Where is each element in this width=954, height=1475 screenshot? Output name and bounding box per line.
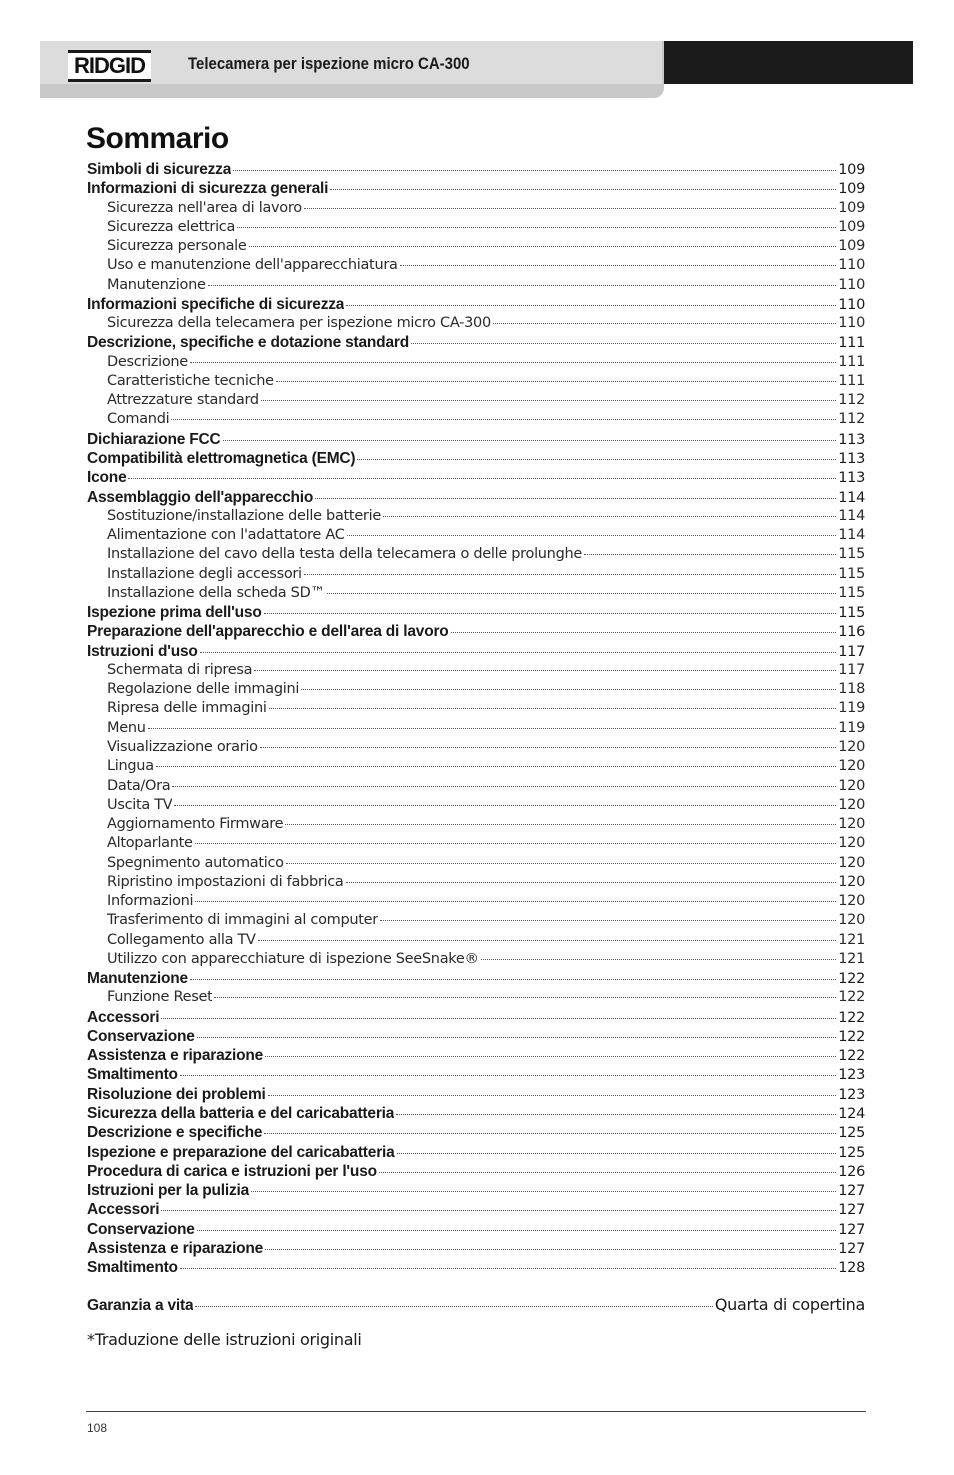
- toc-entry-label: Descrizione: [107, 353, 188, 370]
- toc-entry[interactable]: [87, 1220, 865, 1239]
- toc-entry[interactable]: [87, 719, 865, 738]
- toc-entry-page: 121: [838, 950, 865, 967]
- toc-entry[interactable]: [87, 1027, 865, 1046]
- toc-entry-label: Assistenza e riparazione: [87, 1239, 264, 1257]
- toc-entry[interactable]: [87, 584, 865, 603]
- toc-entry-label: Attrezzature standard: [107, 392, 259, 409]
- toc-entry-page: 119: [838, 700, 865, 717]
- toc-entry[interactable]: [87, 410, 865, 429]
- toc-entry-label: Comandi: [107, 411, 170, 428]
- toc-entry-label: Assemblaggio dell'apparecchio: [87, 488, 314, 506]
- toc-leader-dots: [481, 959, 837, 960]
- toc-leader-dots: [190, 362, 836, 363]
- toc-entry-page: 112: [838, 392, 865, 409]
- ridgid-logo: RIDGID: [68, 50, 151, 82]
- toc-leader-dots: [327, 593, 837, 594]
- page-number: 108: [87, 1421, 108, 1435]
- toc-entry-label: Accessori: [87, 1201, 160, 1219]
- toc-entry[interactable]: [87, 160, 865, 179]
- toc-leader-dots: [383, 516, 836, 517]
- toc-leader-dots: [214, 997, 836, 998]
- toc-entry-label: Aggiornamento Firmware: [107, 816, 284, 833]
- toc-entry-page: 114: [838, 527, 865, 544]
- toc-entry-page: 113: [838, 470, 865, 487]
- toc-entry[interactable]: [87, 854, 865, 873]
- toc-entry-page: 109: [838, 181, 865, 198]
- toc-heading: Sommario: [86, 122, 229, 155]
- toc-entry-label: Sicurezza personale: [107, 238, 247, 255]
- toc-entry-page: 110: [838, 296, 865, 313]
- toc-entry[interactable]: [87, 256, 865, 275]
- toc-entry-label: Assistenza e riparazione: [87, 1047, 264, 1065]
- toc-entry-label: Risoluzione dei problemi: [87, 1085, 266, 1103]
- toc-entry[interactable]: [87, 1200, 865, 1219]
- toc-entry-label: Garanzia a vita: [87, 1297, 194, 1314]
- toc-entry[interactable]: [87, 372, 865, 391]
- toc-entry-label: Installazione del cavo della testa della telecamera o delle prolunghe: [107, 546, 582, 563]
- toc-entry-label: Sicurezza elettrica: [107, 218, 236, 235]
- toc-leader-dots: [396, 1114, 836, 1115]
- toc-entry[interactable]: [87, 276, 865, 295]
- toc-entry-page: 120: [838, 854, 865, 871]
- toc-entry[interactable]: [87, 1046, 865, 1065]
- toc-leader-dots: [197, 1230, 837, 1231]
- toc-entry[interactable]: [87, 1239, 865, 1258]
- toc-entry[interactable]: [87, 1181, 865, 1200]
- toc-leader-dots: [397, 1153, 837, 1154]
- toc-entry-label: Sicurezza della telecamera per ispezione micro CA-300: [107, 315, 491, 332]
- toc-entry-label: Manutenzione: [87, 970, 188, 988]
- toc-entry-label: Ispezione prima dell'uso: [87, 604, 262, 622]
- toc-entry-label: Icone: [87, 469, 127, 487]
- toc-leader-dots: [148, 728, 837, 729]
- page-header: [0, 0, 954, 100]
- toc-entry-page: 120: [838, 738, 865, 755]
- toc-entry[interactable]: [87, 545, 865, 564]
- toc-entry-label: Descrizione e specifiche: [87, 1124, 263, 1142]
- toc-leader-dots: [400, 265, 837, 266]
- toc-entry-page: 127: [838, 1183, 865, 1200]
- toc-entry-label: Compatibilità elettromagnetica (EMC): [87, 449, 356, 467]
- toc-leader-dots: [379, 1172, 836, 1173]
- toc-entry-label: Ripresa delle immagini: [107, 700, 267, 717]
- toc-list: [87, 160, 865, 1277]
- toc-leader-dots: [197, 1037, 837, 1038]
- toc-leader-dots: [195, 1306, 712, 1307]
- toc-leader-dots: [261, 400, 836, 401]
- toc-entry-label: Utilizzo con apparecchiature di ispezione SeeSnake®: [107, 950, 479, 967]
- toc-entry-label: Smaltimento: [87, 1066, 178, 1084]
- toc-entry-page: 120: [838, 777, 865, 794]
- toc-entry-page: 123: [838, 1086, 865, 1103]
- toc-entry-label: Procedura di carica e istruzioni per l'uso: [87, 1162, 377, 1180]
- toc-leader-dots: [286, 863, 836, 864]
- toc-entry[interactable]: [87, 988, 865, 1007]
- toc-entry[interactable]: [87, 1123, 865, 1142]
- toc-entry-page: 122: [838, 1048, 865, 1065]
- toc-leader-dots: [233, 170, 836, 171]
- toc-entry[interactable]: [87, 931, 865, 950]
- toc-entry-label: Istruzioni per la pulizia: [87, 1182, 250, 1200]
- toc-leader-dots: [251, 1191, 836, 1192]
- toc-entry-label: Caratteristiche tecniche: [107, 372, 274, 389]
- toc-leader-dots: [347, 535, 837, 536]
- toc-entry-label: Istruzioni d'uso: [87, 642, 198, 660]
- toc-entry[interactable]: [87, 777, 865, 796]
- toc-entry[interactable]: [87, 488, 865, 507]
- toc-entry-label: Collegamento alla TV: [107, 931, 256, 948]
- toc-leader-dots: [451, 632, 837, 633]
- toc-entry-page: 110: [838, 276, 865, 293]
- toc-entry[interactable]: [87, 391, 865, 410]
- translation-footnote: *Traduzione delle istruzioni originali: [87, 1330, 362, 1349]
- toc-entry[interactable]: [87, 796, 865, 815]
- toc-entry[interactable]: [87, 218, 865, 237]
- toc-leader-dots: [195, 901, 836, 902]
- toc-leader-dots: [260, 747, 837, 748]
- toc-leader-dots: [200, 652, 837, 653]
- toc-entry-page: 127: [838, 1240, 865, 1257]
- toc-entry-page: 125: [838, 1125, 865, 1142]
- toc-entry-page: 114: [838, 489, 865, 506]
- toc-leader-dots: [174, 805, 836, 806]
- toc-entry-page: 112: [838, 411, 865, 428]
- toc-entry[interactable]: [87, 1258, 865, 1277]
- toc-entry-page: 115: [838, 546, 865, 563]
- toc-entry-page: 113: [838, 431, 865, 448]
- toc-entry-page: 115: [838, 565, 865, 582]
- toc-entry-label: Preparazione dell'apparecchio e dell'area di lavoro: [87, 623, 449, 641]
- toc-entry-label: Descrizione, specifiche e dotazione standard: [87, 334, 409, 352]
- toc-entry-page: 117: [838, 643, 865, 660]
- toc-leader-dots: [195, 843, 837, 844]
- toc-entry[interactable]: [87, 295, 865, 314]
- toc-entry-page: 120: [838, 758, 865, 775]
- toc-entry[interactable]: [87, 353, 865, 372]
- toc-entry-page: Quarta di copertina: [714, 1295, 865, 1314]
- toc-leader-dots: [265, 1056, 836, 1057]
- toc-leader-dots: [223, 440, 837, 441]
- toc-leader-dots: [346, 882, 837, 883]
- toc-leader-dots: [264, 1133, 836, 1134]
- toc-entry-label: Accessori: [87, 1008, 160, 1026]
- toc-entry-label: Ripristino impostazioni di fabbrica: [107, 873, 344, 890]
- toc-entry[interactable]: [87, 757, 865, 776]
- toc-entry[interactable]: [87, 179, 865, 198]
- toc-entry[interactable]: [87, 1065, 865, 1084]
- toc-entry-label: Manutenzione: [107, 276, 206, 293]
- toc-entry-label: Conservazione: [87, 1027, 195, 1045]
- toc-entry-page: 120: [838, 816, 865, 833]
- toc-entry-page: 120: [838, 835, 865, 852]
- toc-entry-page: 113: [838, 450, 865, 467]
- toc-entry-label: Installazione della scheda SD™: [107, 584, 325, 601]
- toc-entry[interactable]: [87, 642, 865, 661]
- toc-entry[interactable]: [87, 526, 865, 545]
- toc-leader-dots: [315, 498, 836, 499]
- toc-leader-dots: [268, 1095, 837, 1096]
- toc-entry[interactable]: [87, 622, 865, 641]
- toc-entry-page: 110: [838, 257, 865, 274]
- toc-entry-label: Sostituzione/installazione delle batterie: [107, 507, 381, 524]
- toc-entry-label: Lingua: [107, 758, 154, 775]
- toc-leader-dots: [208, 285, 837, 286]
- toc-entry[interactable]: [87, 834, 865, 853]
- toc-entry[interactable]: [87, 680, 865, 699]
- toc-entry-page: 126: [838, 1163, 865, 1180]
- toc-leader-dots: [171, 419, 836, 420]
- toc-entry-page: 111: [838, 372, 865, 389]
- toc-leader-dots: [265, 1249, 836, 1250]
- toc-entry-label: Informazioni di sicurezza generali: [87, 180, 329, 198]
- toc-entry-label: Uscita TV: [107, 796, 173, 813]
- toc-entry[interactable]: [87, 892, 865, 911]
- toc-entry-page: 116: [838, 624, 865, 641]
- footer-rule: [86, 1411, 866, 1412]
- toc-entry-page: 111: [838, 353, 865, 370]
- toc-entry-page: 120: [838, 893, 865, 910]
- toc-entry-page: 110: [838, 315, 865, 332]
- toc-entry-page: 109: [838, 218, 865, 235]
- toc-entry-label: Schermata di ripresa: [107, 661, 253, 678]
- toc-entry-page: 119: [838, 719, 865, 736]
- toc-leader-dots: [258, 940, 837, 941]
- toc-entry[interactable]: [87, 661, 865, 680]
- toc-entry-page: 109: [838, 238, 865, 255]
- toc-entry-page: 123: [838, 1067, 865, 1084]
- toc-entry-page: 128: [838, 1260, 865, 1277]
- toc-entry-label: Regolazione delle immagini: [107, 681, 300, 698]
- toc-entry[interactable]: [87, 1162, 865, 1181]
- toc-entry-page: 120: [838, 912, 865, 929]
- toc-leader-dots: [128, 478, 836, 479]
- toc-entry-label: Altoparlante: [107, 835, 193, 852]
- toc-leader-dots: [180, 1268, 836, 1269]
- toc-leader-dots: [254, 670, 836, 671]
- toc-leader-dots: [301, 689, 836, 690]
- toc-entry[interactable]: [87, 1085, 865, 1104]
- toc-entry-page: 114: [838, 507, 865, 524]
- toc-entry-page: 109: [838, 199, 865, 216]
- toc-entry-page: 122: [838, 1009, 865, 1026]
- toc-leader-dots: [269, 708, 837, 709]
- toc-leader-dots: [285, 824, 836, 825]
- toc-entry-page: 127: [838, 1221, 865, 1238]
- toc-leader-dots: [380, 920, 836, 921]
- toc-entry-label: Sicurezza della batteria e del caricabatteria: [87, 1105, 395, 1123]
- toc-leader-dots: [584, 554, 836, 555]
- toc-entry-page: 120: [838, 796, 865, 813]
- toc-leader-dots: [237, 227, 836, 228]
- toc-entry-label: Uso e manutenzione dell'apparecchiatura: [107, 257, 398, 274]
- toc-leader-dots: [161, 1018, 836, 1019]
- toc-entry[interactable]: [87, 314, 865, 333]
- toc-entry-label: Dichiarazione FCC: [87, 430, 221, 448]
- toc-leader-dots: [357, 459, 836, 460]
- toc-entry-page: 127: [838, 1202, 865, 1219]
- toc-entry-page: 115: [838, 584, 865, 601]
- toc-entry[interactable]: [87, 199, 865, 218]
- toc-leader-dots: [346, 305, 836, 306]
- toc-leader-dots: [276, 381, 836, 382]
- toc-entry-page: 111: [838, 335, 865, 352]
- toc-entry-label: Informazioni: [107, 893, 194, 910]
- toc-leader-dots: [304, 574, 836, 575]
- toc-entry-page: 115: [838, 605, 865, 622]
- toc-entry[interactable]: [87, 911, 865, 930]
- toc-entry-label: Visualizzazione orario: [107, 738, 258, 755]
- toc-entry-page: 125: [838, 1144, 865, 1161]
- toc-leader-dots: [330, 189, 836, 190]
- toc-entry-label: Simboli di sicurezza: [87, 161, 232, 178]
- toc-leader-dots: [190, 979, 836, 980]
- toc-entry[interactable]: [87, 603, 865, 622]
- toc-entry[interactable]: [87, 565, 865, 584]
- toc-entry-label: Spegnimento automatico: [107, 854, 284, 871]
- toc-leader-dots: [264, 613, 837, 614]
- toc-entry-page: 117: [838, 661, 865, 678]
- toc-entry-warranty[interactable]: [87, 1295, 865, 1314]
- toc-entry[interactable]: [87, 950, 865, 969]
- toc-entry-label: Alimentazione con l'adattatore AC: [107, 527, 345, 544]
- toc-leader-dots: [304, 208, 836, 209]
- toc-entry-label: Trasferimento di immagini al computer: [107, 912, 378, 929]
- toc-entry[interactable]: [87, 237, 865, 256]
- toc-entry-label: Installazione degli accessori: [107, 565, 302, 582]
- toc-entry[interactable]: [87, 1143, 865, 1162]
- toc-entry-page: 124: [838, 1106, 865, 1123]
- toc-entry-label: Menu: [107, 719, 146, 736]
- toc-leader-dots: [156, 766, 836, 767]
- toc-entry[interactable]: [87, 1104, 865, 1123]
- toc-entry-page: 122: [838, 989, 865, 1006]
- document-title: Telecamera per ispezione micro CA-300: [188, 54, 470, 73]
- toc-entry[interactable]: [87, 873, 865, 892]
- toc-entry-label: Ispezione e preparazione del caricabatteria: [87, 1143, 395, 1161]
- toc-leader-dots: [180, 1075, 836, 1076]
- toc-entry-label: Funzione Reset: [107, 989, 213, 1006]
- toc-entry[interactable]: [87, 507, 865, 526]
- toc-entry-label: Informazioni specifiche di sicurezza: [87, 295, 345, 313]
- toc-entry[interactable]: [87, 699, 865, 718]
- toc-leader-dots: [161, 1210, 836, 1211]
- toc-entry-page: 122: [838, 1028, 865, 1045]
- toc-entry-page: 122: [838, 971, 865, 988]
- toc-leader-dots: [249, 246, 837, 247]
- toc-entry[interactable]: [87, 449, 865, 468]
- toc-entry-page: 120: [838, 873, 865, 890]
- toc-entry-page: 121: [838, 931, 865, 948]
- toc-entry-label: Data/Ora: [107, 777, 171, 794]
- toc-entry[interactable]: [87, 468, 865, 487]
- toc-entry[interactable]: [87, 969, 865, 988]
- toc-leader-dots: [172, 786, 836, 787]
- toc-entry-page: 109: [838, 162, 865, 178]
- toc-leader-dots: [493, 323, 836, 324]
- toc-entry-label: Sicurezza nell'area di lavoro: [107, 199, 302, 216]
- toc-entry[interactable]: [87, 815, 865, 834]
- toc-entry[interactable]: [87, 1008, 865, 1027]
- toc-entry[interactable]: [87, 738, 865, 757]
- toc-entry[interactable]: [87, 333, 865, 352]
- toc-entry-label: Conservazione: [87, 1220, 195, 1238]
- toc-entry-page: 118: [838, 681, 865, 698]
- toc-entry[interactable]: [87, 430, 865, 449]
- toc-leader-dots: [411, 343, 836, 344]
- header-dark-block: [664, 41, 913, 84]
- toc-entry-label: Smaltimento: [87, 1259, 178, 1277]
